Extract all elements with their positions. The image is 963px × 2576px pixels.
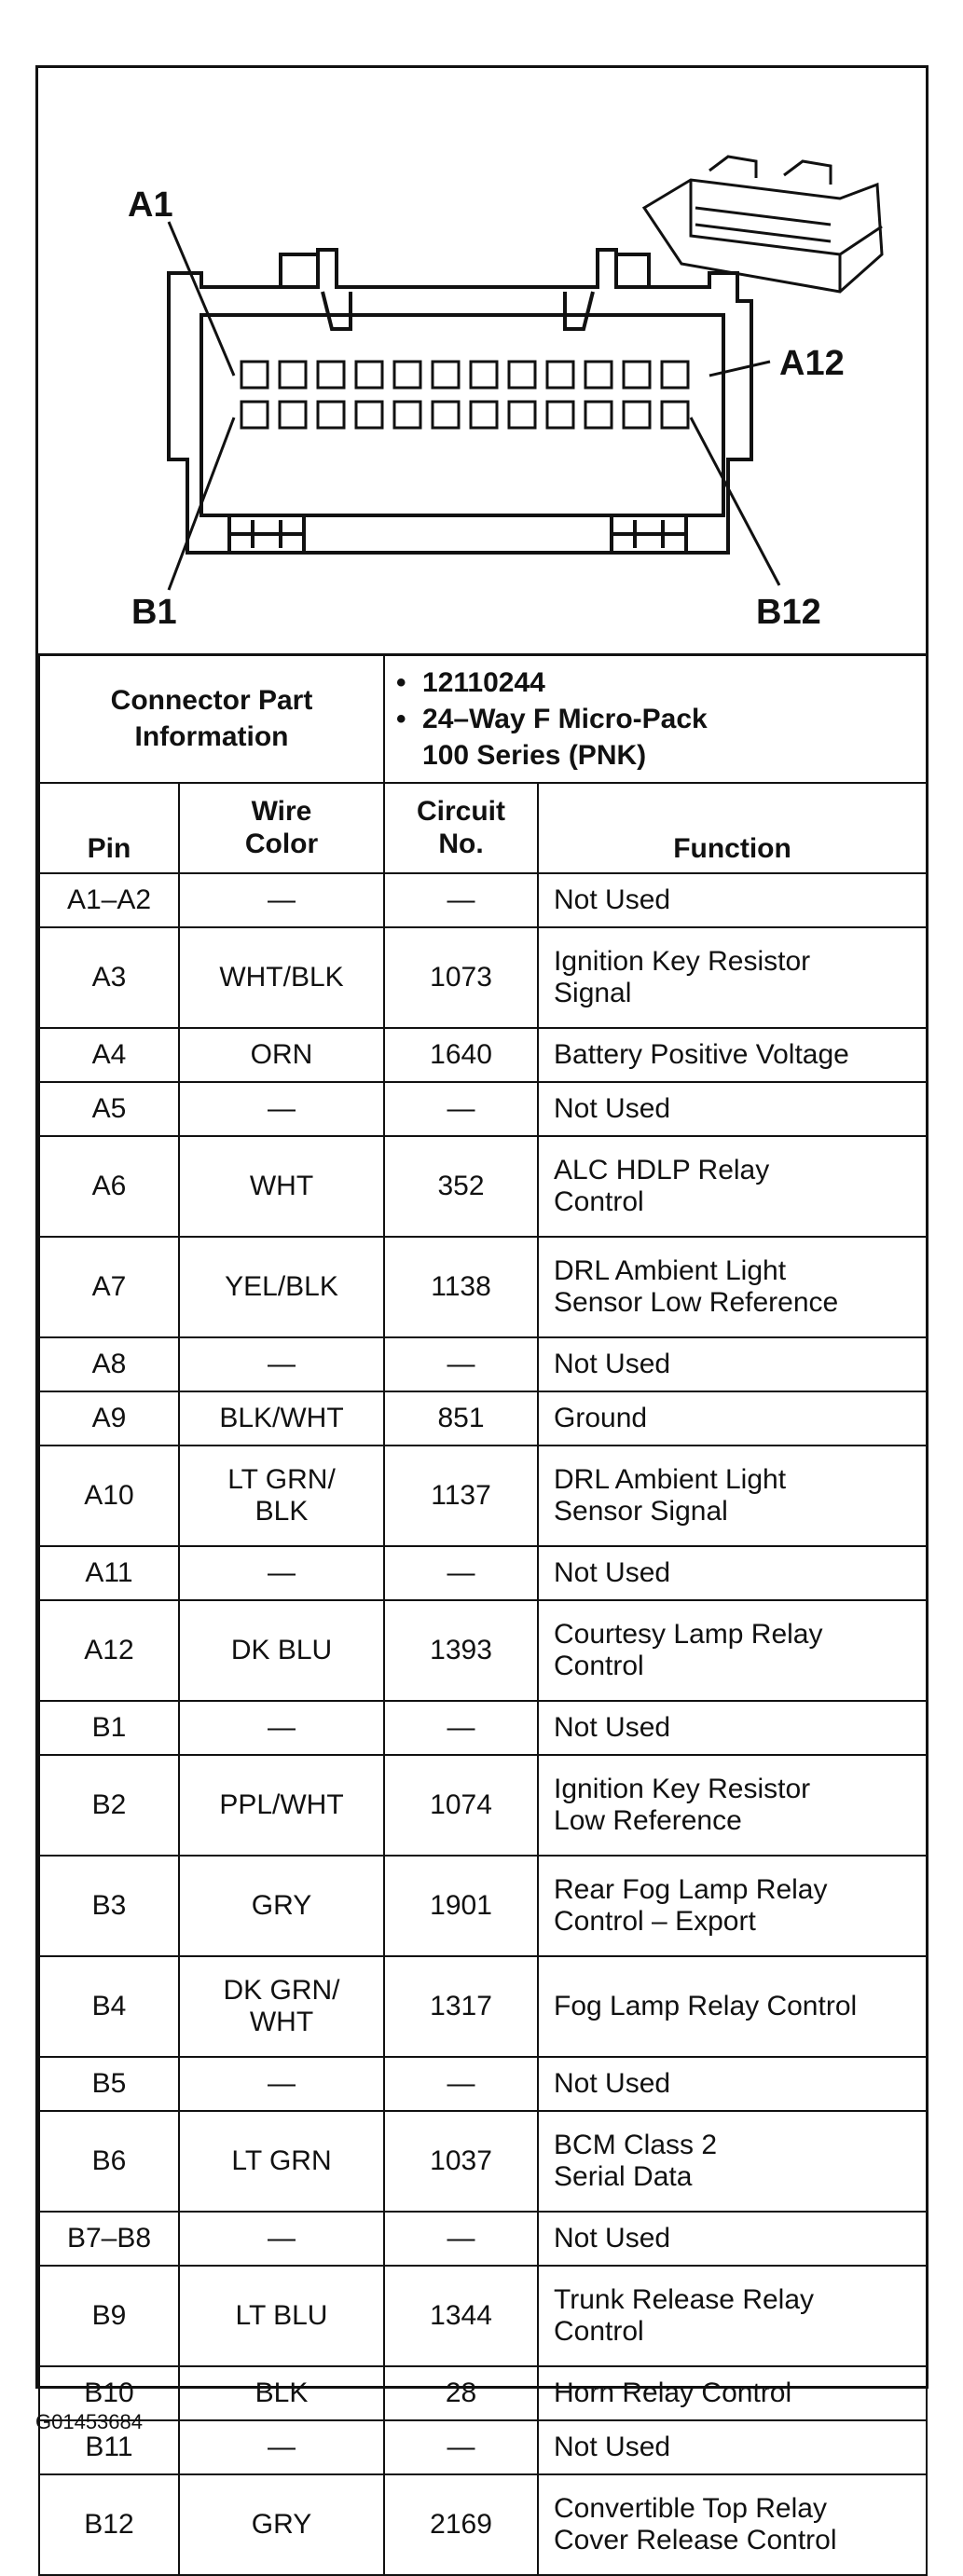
function-cell: DRL Ambient Light Sensor Low Reference [538,1237,927,1337]
table-row [39,1446,927,1546]
pin-cavity [471,362,497,388]
table-row [39,2420,927,2474]
pin-cavity [471,402,497,428]
wire-color-cell: GRY [179,2474,384,2575]
circuit-cell: 352 [384,1136,538,1237]
pin-cell: A9 [39,1391,179,1446]
header-row [39,783,927,873]
function-cell: Not Used [538,1337,927,1391]
function-cell: Rear Fog Lamp Relay Control – Export [538,1856,927,1956]
table-row [39,1237,927,1337]
pin-cavity [280,402,306,428]
wire-color-cell: — [179,873,384,927]
pin-cell: B12 [39,2474,179,2575]
wire-color-cell: WHT [179,1136,384,1237]
table-row [39,1856,927,1956]
pin-cell: B5 [39,2057,179,2111]
table-row [39,2474,927,2575]
function-cell: Not Used [538,2057,927,2111]
pin-cell: A11 [39,1546,179,1600]
pin-cavity [433,362,459,388]
pin-cavity [318,362,344,388]
function-cell: Not Used [538,1082,927,1136]
wire-color-cell: — [179,2420,384,2474]
circuit-cell: — [384,873,538,927]
table-row [39,1956,927,2057]
table-row [39,1600,927,1701]
wire-color-cell: DK BLU [179,1600,384,1701]
col-circuit: Circuit No. [384,783,538,873]
col-wire-color: Wire Color [179,783,384,873]
wire-color-cell: BLK/WHT [179,1391,384,1446]
function-cell: Not Used [538,873,927,927]
pin-cell: A8 [39,1337,179,1391]
table-row [39,1028,927,1082]
pin-cell: A6 [39,1136,179,1237]
function-cell: Not Used [538,2420,927,2474]
pin-cavity [547,362,573,388]
circuit-cell: 1393 [384,1600,538,1701]
connector-diagram [38,68,926,656]
info-label: Connector Part Information [39,654,384,783]
function-cell: Not Used [538,1701,927,1755]
pin-cell: A4 [39,1028,179,1082]
table-row [39,1082,927,1136]
circuit-cell: — [384,2420,538,2474]
pin-cavity [585,362,612,388]
circuit-cell: 2169 [384,2474,538,2575]
wire-color-cell: — [179,1337,384,1391]
circuit-cell: 1317 [384,1956,538,2057]
circuit-cell: — [384,1701,538,1755]
col-function: Function [538,783,927,873]
table-row [39,1755,927,1856]
label-b12: B12 [756,593,821,632]
label-a12: A12 [779,344,845,383]
part-number: 12110244 [422,666,545,698]
col-pin: Pin [39,783,179,873]
pin-cavity [624,362,650,388]
pin-cavity [241,402,268,428]
table-row [39,1701,927,1755]
wire-color-cell: — [179,2212,384,2266]
function-cell: Battery Positive Voltage [538,1028,927,1082]
label-a1: A1 [128,185,173,225]
function-cell: Horn Relay Control [538,2366,927,2420]
table-row [39,1337,927,1391]
pinout-table [38,653,928,2576]
wire-color-cell: — [179,1546,384,1600]
wire-color-cell: LT BLU [179,2266,384,2366]
pin-cavity [356,402,382,428]
pin-cell: B11 [39,2420,179,2474]
table-row [39,2366,927,2420]
pin-cavity [394,362,420,388]
info-details: • 12110244 • 24–Way F Micro-Pack 100 Series (PNK) [384,654,927,783]
circuit-cell: — [384,1337,538,1391]
function-cell: Courtesy Lamp Relay Control [538,1600,927,1701]
function-cell: Trunk Release Relay Control [538,2266,927,2366]
function-cell: Not Used [538,1546,927,1600]
table-row [39,2212,927,2266]
wire-color-cell: — [179,2057,384,2111]
pin-cell: B1 [39,1701,179,1755]
function-cell: Convertible Top Relay Cover Release Control [538,2474,927,2575]
pin-cell: B9 [39,2266,179,2366]
table-row [39,1136,927,1237]
pin-cavity [662,362,688,388]
pin-cell: B10 [39,2366,179,2420]
part-description-line2: 100 Series (PNK) [422,739,647,771]
function-cell: Ignition Key Resistor Signal [538,927,927,1028]
pin-cell: B6 [39,2111,179,2212]
function-cell: DRL Ambient Light Sensor Signal [538,1446,927,1546]
pin-cell: A10 [39,1446,179,1546]
table-row [39,927,927,1028]
part-description: 24–Way F Micro-Pack [422,703,708,734]
wire-color-cell: BLK [179,2366,384,2420]
table-row [39,1546,927,1600]
function-cell: Ground [538,1391,927,1446]
function-cell: Not Used [538,2212,927,2266]
function-cell: Fog Lamp Relay Control [538,1956,927,2057]
wire-color-cell: WHT/BLK [179,927,384,1028]
label-b1: B1 [131,593,177,632]
circuit-cell: 1344 [384,2266,538,2366]
circuit-cell: 1138 [384,1237,538,1337]
pin-cell: B3 [39,1856,179,1956]
pin-cell: B4 [39,1956,179,2057]
circuit-cell: — [384,1082,538,1136]
pin-cell: B2 [39,1755,179,1856]
wire-color-cell: YEL/BLK [179,1237,384,1337]
table-row [39,2057,927,2111]
pin-cavity [547,402,573,428]
circuit-cell: 851 [384,1391,538,1446]
pin-cavity [433,402,459,428]
circuit-cell: 1074 [384,1755,538,1856]
pin-cavity [280,362,306,388]
pin-cavity [394,402,420,428]
pin-cavity [241,362,268,388]
pin-cavity [585,402,612,428]
circuit-cell: — [384,2057,538,2111]
function-cell: BCM Class 2 Serial Data [538,2111,927,2212]
circuit-cell: 1073 [384,927,538,1028]
pin-cell: A7 [39,1237,179,1337]
pin-cell: A5 [39,1082,179,1136]
pin-cell: A12 [39,1600,179,1701]
wire-color-cell: DK GRN/ WHT [179,1956,384,2057]
pin-cavity [509,402,535,428]
table-row [39,2266,927,2366]
wire-color-cell: LT GRN [179,2111,384,2212]
pin-cell: A1–A2 [39,873,179,927]
pin-cell: A3 [39,927,179,1028]
pin-cavity [509,362,535,388]
pin-cavity [662,402,688,428]
table-row [39,873,927,927]
table-row [39,1391,927,1446]
pin-cavity [624,402,650,428]
pin-cavity [318,402,344,428]
circuit-cell: — [384,1546,538,1600]
pin-cell: B7–B8 [39,2212,179,2266]
wire-color-cell: LT GRN/ BLK [179,1446,384,1546]
wire-color-cell: — [179,1082,384,1136]
function-cell: ALC HDLP Relay Control [538,1136,927,1237]
circuit-cell: — [384,2212,538,2266]
circuit-cell: 1037 [384,2111,538,2212]
circuit-cell: 1640 [384,1028,538,1082]
pin-cavity [356,362,382,388]
function-cell: Ignition Key Resistor Low Reference [538,1755,927,1856]
circuit-cell: 1137 [384,1446,538,1546]
figure-id: G01453684 [35,2410,143,2433]
info-row [39,654,927,783]
circuit-cell: 1901 [384,1856,538,1956]
wire-color-cell: GRY [179,1856,384,1956]
circuit-cell: 28 [384,2366,538,2420]
wire-color-cell: PPL/WHT [179,1755,384,1856]
wire-color-cell: ORN [179,1028,384,1082]
table-row [39,2111,927,2212]
wire-color-cell: — [179,1701,384,1755]
